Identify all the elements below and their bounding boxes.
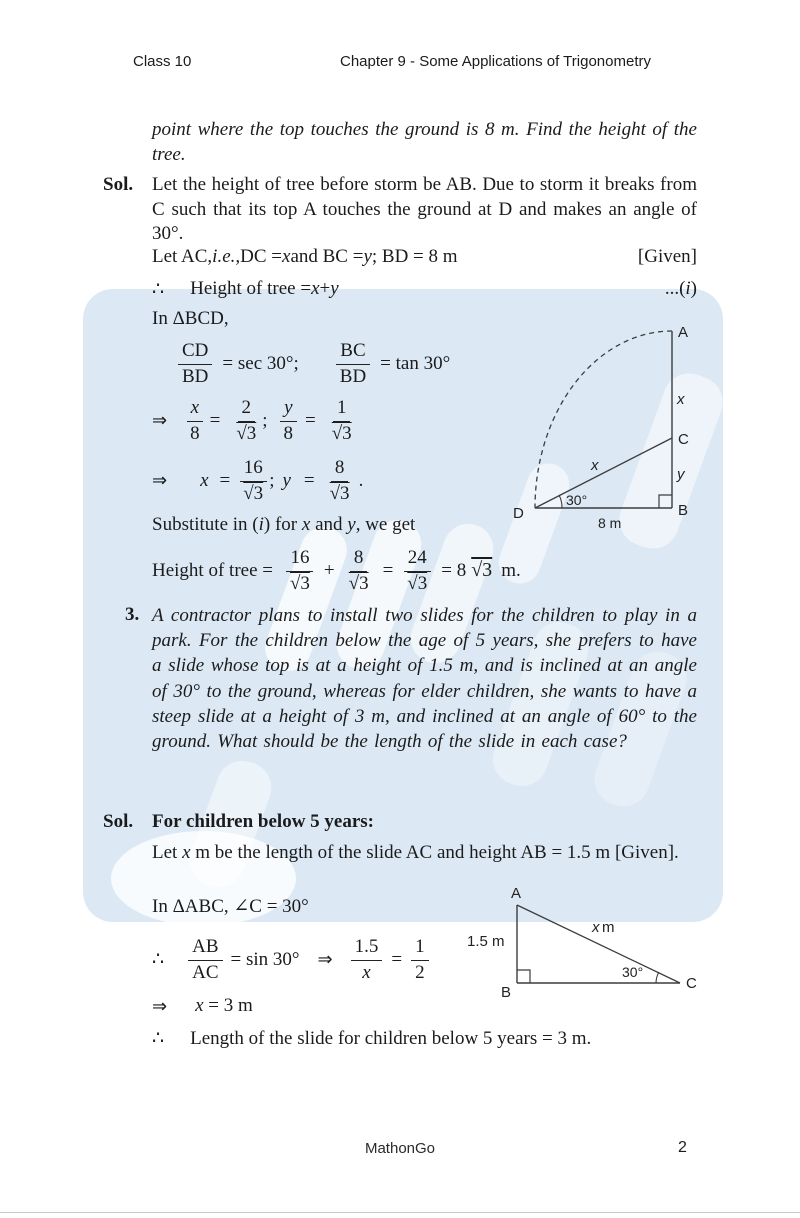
therefore-symbol: ∴ <box>152 1028 165 1049</box>
equation-x-value <box>152 995 253 1017</box>
implies-symbol: ⇒ <box>152 995 168 1017</box>
math-token: = 3 m <box>203 995 253 1016</box>
right-angle-marker <box>517 970 530 983</box>
fraction <box>286 548 314 594</box>
denominator: AC <box>192 961 219 983</box>
math-token: , we get <box>355 514 416 535</box>
math-token: . <box>358 469 364 491</box>
question2-tail-text: point where the top touches the ground is 8 m. Find the height of the tree. <box>152 119 697 165</box>
denominator-sqrt: √3 <box>289 572 310 594</box>
angle-arc <box>656 972 659 983</box>
numerator: 8 <box>331 458 349 482</box>
denominator: BD <box>182 365 209 387</box>
math-token: x <box>182 842 191 863</box>
right-angle-marker <box>659 495 672 508</box>
implies-symbol: ⇒ <box>152 470 168 492</box>
vertex-label-B: B <box>678 502 689 519</box>
equation-result <box>152 548 521 594</box>
denominator-sqrt: √3 <box>331 422 352 444</box>
math-token: y <box>363 246 372 267</box>
math-token: Let AC, <box>152 246 213 267</box>
fraction <box>328 398 356 444</box>
angle-arc <box>559 495 562 508</box>
in-triangle-abc: In ΔABC, ∠C = 30° <box>152 896 309 917</box>
denominator: BD <box>339 365 367 387</box>
math-token: + <box>323 559 335 581</box>
fraction <box>232 398 260 444</box>
math-token: and BC = <box>290 246 364 267</box>
numerator: 1 <box>411 937 429 961</box>
footer-brand: MathonGo <box>364 1140 436 1157</box>
equation-sin <box>152 937 429 983</box>
fraction <box>326 458 354 504</box>
math-token: = tan 30° <box>380 352 451 374</box>
math-token: ; <box>262 409 268 431</box>
math-token: y <box>330 278 339 299</box>
equation-fractions <box>152 398 356 444</box>
math-token: ...( <box>664 278 686 299</box>
conclusion-line <box>152 1027 591 1050</box>
equation-sec-tan <box>178 341 450 387</box>
denominator: 8 <box>190 422 200 444</box>
math-token: x <box>200 469 209 491</box>
fraction <box>336 341 370 387</box>
side-label-x: x <box>677 391 685 408</box>
slide-diagram <box>455 885 700 1003</box>
math-token: Height of tree = <box>152 559 273 581</box>
math-token: and <box>310 514 348 535</box>
math-token: i <box>258 514 264 535</box>
math-token: ( <box>252 514 259 535</box>
fraction <box>280 398 298 444</box>
math-token: y <box>282 469 291 491</box>
math-token: m. <box>501 559 521 581</box>
math-token: = <box>209 409 221 431</box>
side-label-y: y <box>677 466 685 483</box>
math-token: i <box>685 278 691 299</box>
implies-symbol: ⇒ <box>317 949 333 971</box>
math-token: = <box>391 948 403 970</box>
tree-diagram <box>505 312 705 540</box>
fraction <box>351 937 383 983</box>
numerator: 2 <box>238 398 256 422</box>
fraction <box>345 548 373 594</box>
falling-arc <box>535 331 672 508</box>
math-token: = 8 <box>441 559 467 581</box>
fraction <box>239 458 267 504</box>
math-token: y <box>347 514 356 535</box>
equation-ref <box>665 278 697 301</box>
question3-text: A contractor plans to install two slides for the children to play in a park. For the children below the age of 5 years, she prefers to have a slide whose top is at a height of 1.5 m, and is inclined at an angle of 30° to the ground, whereas for elder children, she wants to have a steep slide at a height of 3 m, and inclined at an angle of 60° to the ground. What should be the length of the slide in each case? <box>152 605 697 753</box>
equation-xy-values <box>152 458 363 504</box>
implies-symbol: ⇒ <box>152 410 168 432</box>
math-token: + <box>319 278 331 299</box>
math-token: Substitute in <box>152 514 253 535</box>
height-label-1-5m: 1.5 m <box>467 933 505 950</box>
therefore-symbol: ∴ <box>152 279 165 300</box>
vertex-label-A: A <box>678 324 689 341</box>
denominator-sqrt: √3 <box>348 572 369 594</box>
math-token: DC = <box>240 246 282 267</box>
math-token: = <box>382 559 394 581</box>
substitute-line <box>152 513 415 538</box>
header-class-label: Class 10 <box>133 53 192 70</box>
vertex-label-C: C <box>678 431 689 448</box>
sol1-label: Sol. <box>103 174 134 195</box>
math-token: = <box>303 469 315 491</box>
angle-label-30: 30° <box>622 964 644 980</box>
numerator: CD <box>178 341 212 365</box>
footer-page-number: 2 <box>678 1139 687 1156</box>
numerator: 1 <box>333 398 351 422</box>
hypotenuse-label-unit: m <box>602 919 615 936</box>
math-token: i.e., <box>212 246 241 267</box>
math-token: = sin 30° <box>230 948 300 970</box>
hypotenuse-label-x: x <box>591 457 599 474</box>
math-token: ) <box>263 514 271 535</box>
math-token: ; <box>269 469 275 491</box>
sol1-paragraph: Let the height of tree before storm be AB. Due to storm it breaks from C such that its top A touches the ground at D and makes an angle of 30°. <box>152 174 697 244</box>
angle-label-30: 30° <box>566 492 588 508</box>
math-token: x <box>311 278 320 299</box>
numerator: y <box>280 398 296 422</box>
math-token: m be the length of the slide AC and height AB = 1.5 m [Given]. <box>190 842 679 863</box>
numerator: 16 <box>286 548 313 572</box>
fraction <box>186 398 204 444</box>
hypotenuse-DC <box>535 438 672 508</box>
numerator: 16 <box>240 458 267 482</box>
math-token: x <box>282 246 291 267</box>
vertex-label-D: D <box>513 505 524 522</box>
in-triangle-bcd: In ΔBCD, <box>152 308 229 329</box>
numerator: 8 <box>350 548 368 572</box>
denominator-sqrt: √3 <box>243 482 264 504</box>
fraction <box>403 548 431 594</box>
height-of-tree-line <box>152 278 697 301</box>
sol2-label: Sol. <box>103 811 134 832</box>
hypotenuse-label-x: x <box>592 919 600 936</box>
numerator: x <box>187 398 203 422</box>
slide-line-AC <box>517 905 680 983</box>
math-token: = <box>305 409 316 431</box>
given-line <box>152 246 697 268</box>
math-token: x <box>301 514 311 535</box>
numerator: 1.5 <box>351 937 383 961</box>
numerator: BC <box>336 341 369 365</box>
denominator-sqrt: √3 <box>407 572 428 594</box>
vertex-label-A: A <box>511 885 522 902</box>
numerator: 24 <box>404 548 431 572</box>
math-token: = <box>219 469 231 491</box>
vertex-label-B: B <box>501 984 512 1001</box>
math-token: ; BD = 8 m <box>371 246 458 267</box>
header-chapter-title: Chapter 9 - Some Applications of Trigonometry <box>340 53 651 70</box>
math-token: Height of tree = <box>190 278 312 299</box>
math-token: ) <box>690 278 697 299</box>
math-token: for <box>270 514 302 535</box>
numerator: AB <box>188 937 222 961</box>
sol2-heading: For children below 5 years: <box>152 811 374 832</box>
denominator: x <box>362 961 371 983</box>
let-line <box>152 840 697 866</box>
therefore-symbol: ∴ <box>152 949 165 971</box>
question3-number: 3. <box>125 604 140 625</box>
sqrt-token: √3 <box>471 559 493 582</box>
fraction <box>188 937 222 983</box>
vertex-label-C: C <box>686 975 697 992</box>
math-token: Length of the slide for children below 5 years = 3 m. <box>190 1027 592 1049</box>
bottom-rule <box>0 1212 800 1213</box>
denominator-sqrt: √3 <box>329 482 350 504</box>
given-tag: [Given] <box>637 246 697 267</box>
denominator: 2 <box>415 961 425 983</box>
fraction <box>178 341 212 387</box>
math-token: Let <box>152 842 183 863</box>
math-token: = sec 30°; <box>222 352 299 374</box>
denominator: 8 <box>283 422 294 444</box>
fraction <box>411 937 429 983</box>
base-label-8m: 8 m <box>598 515 622 531</box>
math-token: x <box>195 995 204 1016</box>
denominator-sqrt: √3 <box>236 422 257 444</box>
